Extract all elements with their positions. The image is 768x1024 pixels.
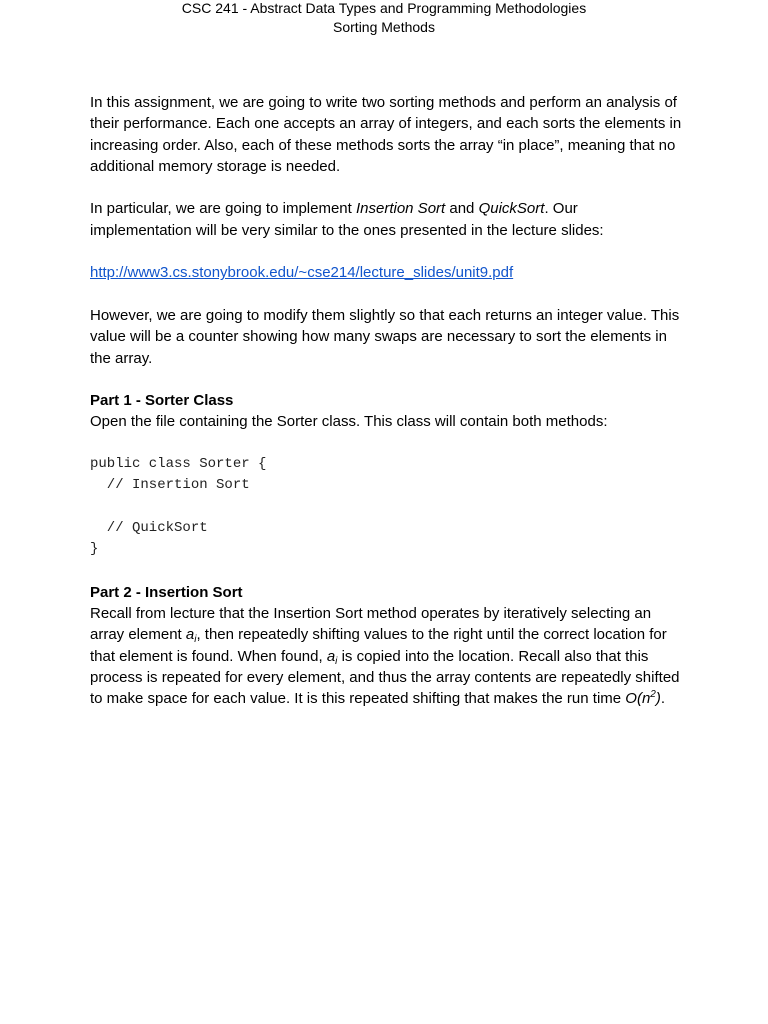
link-paragraph	[90, 262, 682, 283]
modification-paragraph: However, we are going to modify them slightly so that each returns an integer value. This value will be a counter showing how many swaps are necessary to sort the elements in the array.	[90, 306, 680, 367]
quicksort-term: QuickSort	[478, 200, 545, 218]
subscript-i: i	[335, 655, 338, 667]
code-line: // Insertion Sort	[90, 477, 250, 494]
paragraph-spacer	[90, 369, 682, 390]
page-header	[0, 0, 768, 37]
paragraph-spacer	[90, 561, 682, 582]
part2-text-3: is copied into the location. Recall also that this process is repeated for every element, and thus the array contents are repeatedly shifted to make space for each value. It is this repeated shifting that makes the run time	[90, 647, 680, 708]
implementation-connector: and	[445, 200, 479, 218]
part2-heading: Part 2 - Insertion Sort	[90, 583, 243, 601]
variable-a: a	[326, 647, 336, 665]
part2-paragraph	[90, 603, 682, 709]
big-o-notation: $O(n^2)$	[625, 689, 661, 708]
code-line: }	[90, 541, 99, 558]
insertion-sort-term: Insertion Sort	[355, 200, 446, 218]
exponent: 2	[650, 689, 656, 701]
intro-paragraph: In this assignment, we are going to write two sorting methods and perform an analysis of their performance. Each one accepts an array of integers, and each sorts the elements in increasing order. Also, each of these methods sorts the array “in place”, meaning that no additional memory storage is needed.	[90, 94, 682, 175]
code-block	[90, 454, 682, 560]
part1-text: Open the file containing the Sorter class. This class will contain both methods:	[90, 413, 608, 431]
paragraph-spacer	[90, 284, 682, 305]
paragraph-spacer	[90, 177, 682, 198]
code-line: public class Sorter {	[90, 456, 267, 473]
document-body	[90, 92, 682, 710]
course-title: CSC 241 - Abstract Data Types and Programming Methodologies	[181, 0, 587, 16]
implementation-prefix: In particular, we are going to implement	[90, 200, 356, 218]
subscript-i: i	[194, 634, 197, 646]
paragraph-spacer	[90, 241, 682, 262]
document-title: Sorting Methods	[333, 19, 435, 35]
implementation-suffix: . Our implementation will be very similar to the ones presented in the lecture slides:	[90, 200, 604, 239]
paragraph-spacer	[90, 433, 682, 454]
part1-heading: Part 1 - Sorter Class	[90, 392, 234, 410]
implementation-paragraph	[90, 198, 682, 241]
code-line: // QuickSort	[90, 519, 208, 536]
sentence-end: .	[660, 690, 666, 708]
code-line	[90, 497, 682, 518]
part2-text-2: , then repeatedly shifting values to the right until the correct location for that element is found. When found,	[90, 626, 667, 665]
lecture-slides-link[interactable]: http://www3.cs.stonybrook.edu/~cse214/lecture_slides/unit9.pdf	[90, 264, 514, 282]
variable-a: a	[185, 626, 195, 644]
part2-text-1: Recall from lecture that the Insertion Sort method operates by iteratively selecting an array element	[90, 605, 652, 644]
